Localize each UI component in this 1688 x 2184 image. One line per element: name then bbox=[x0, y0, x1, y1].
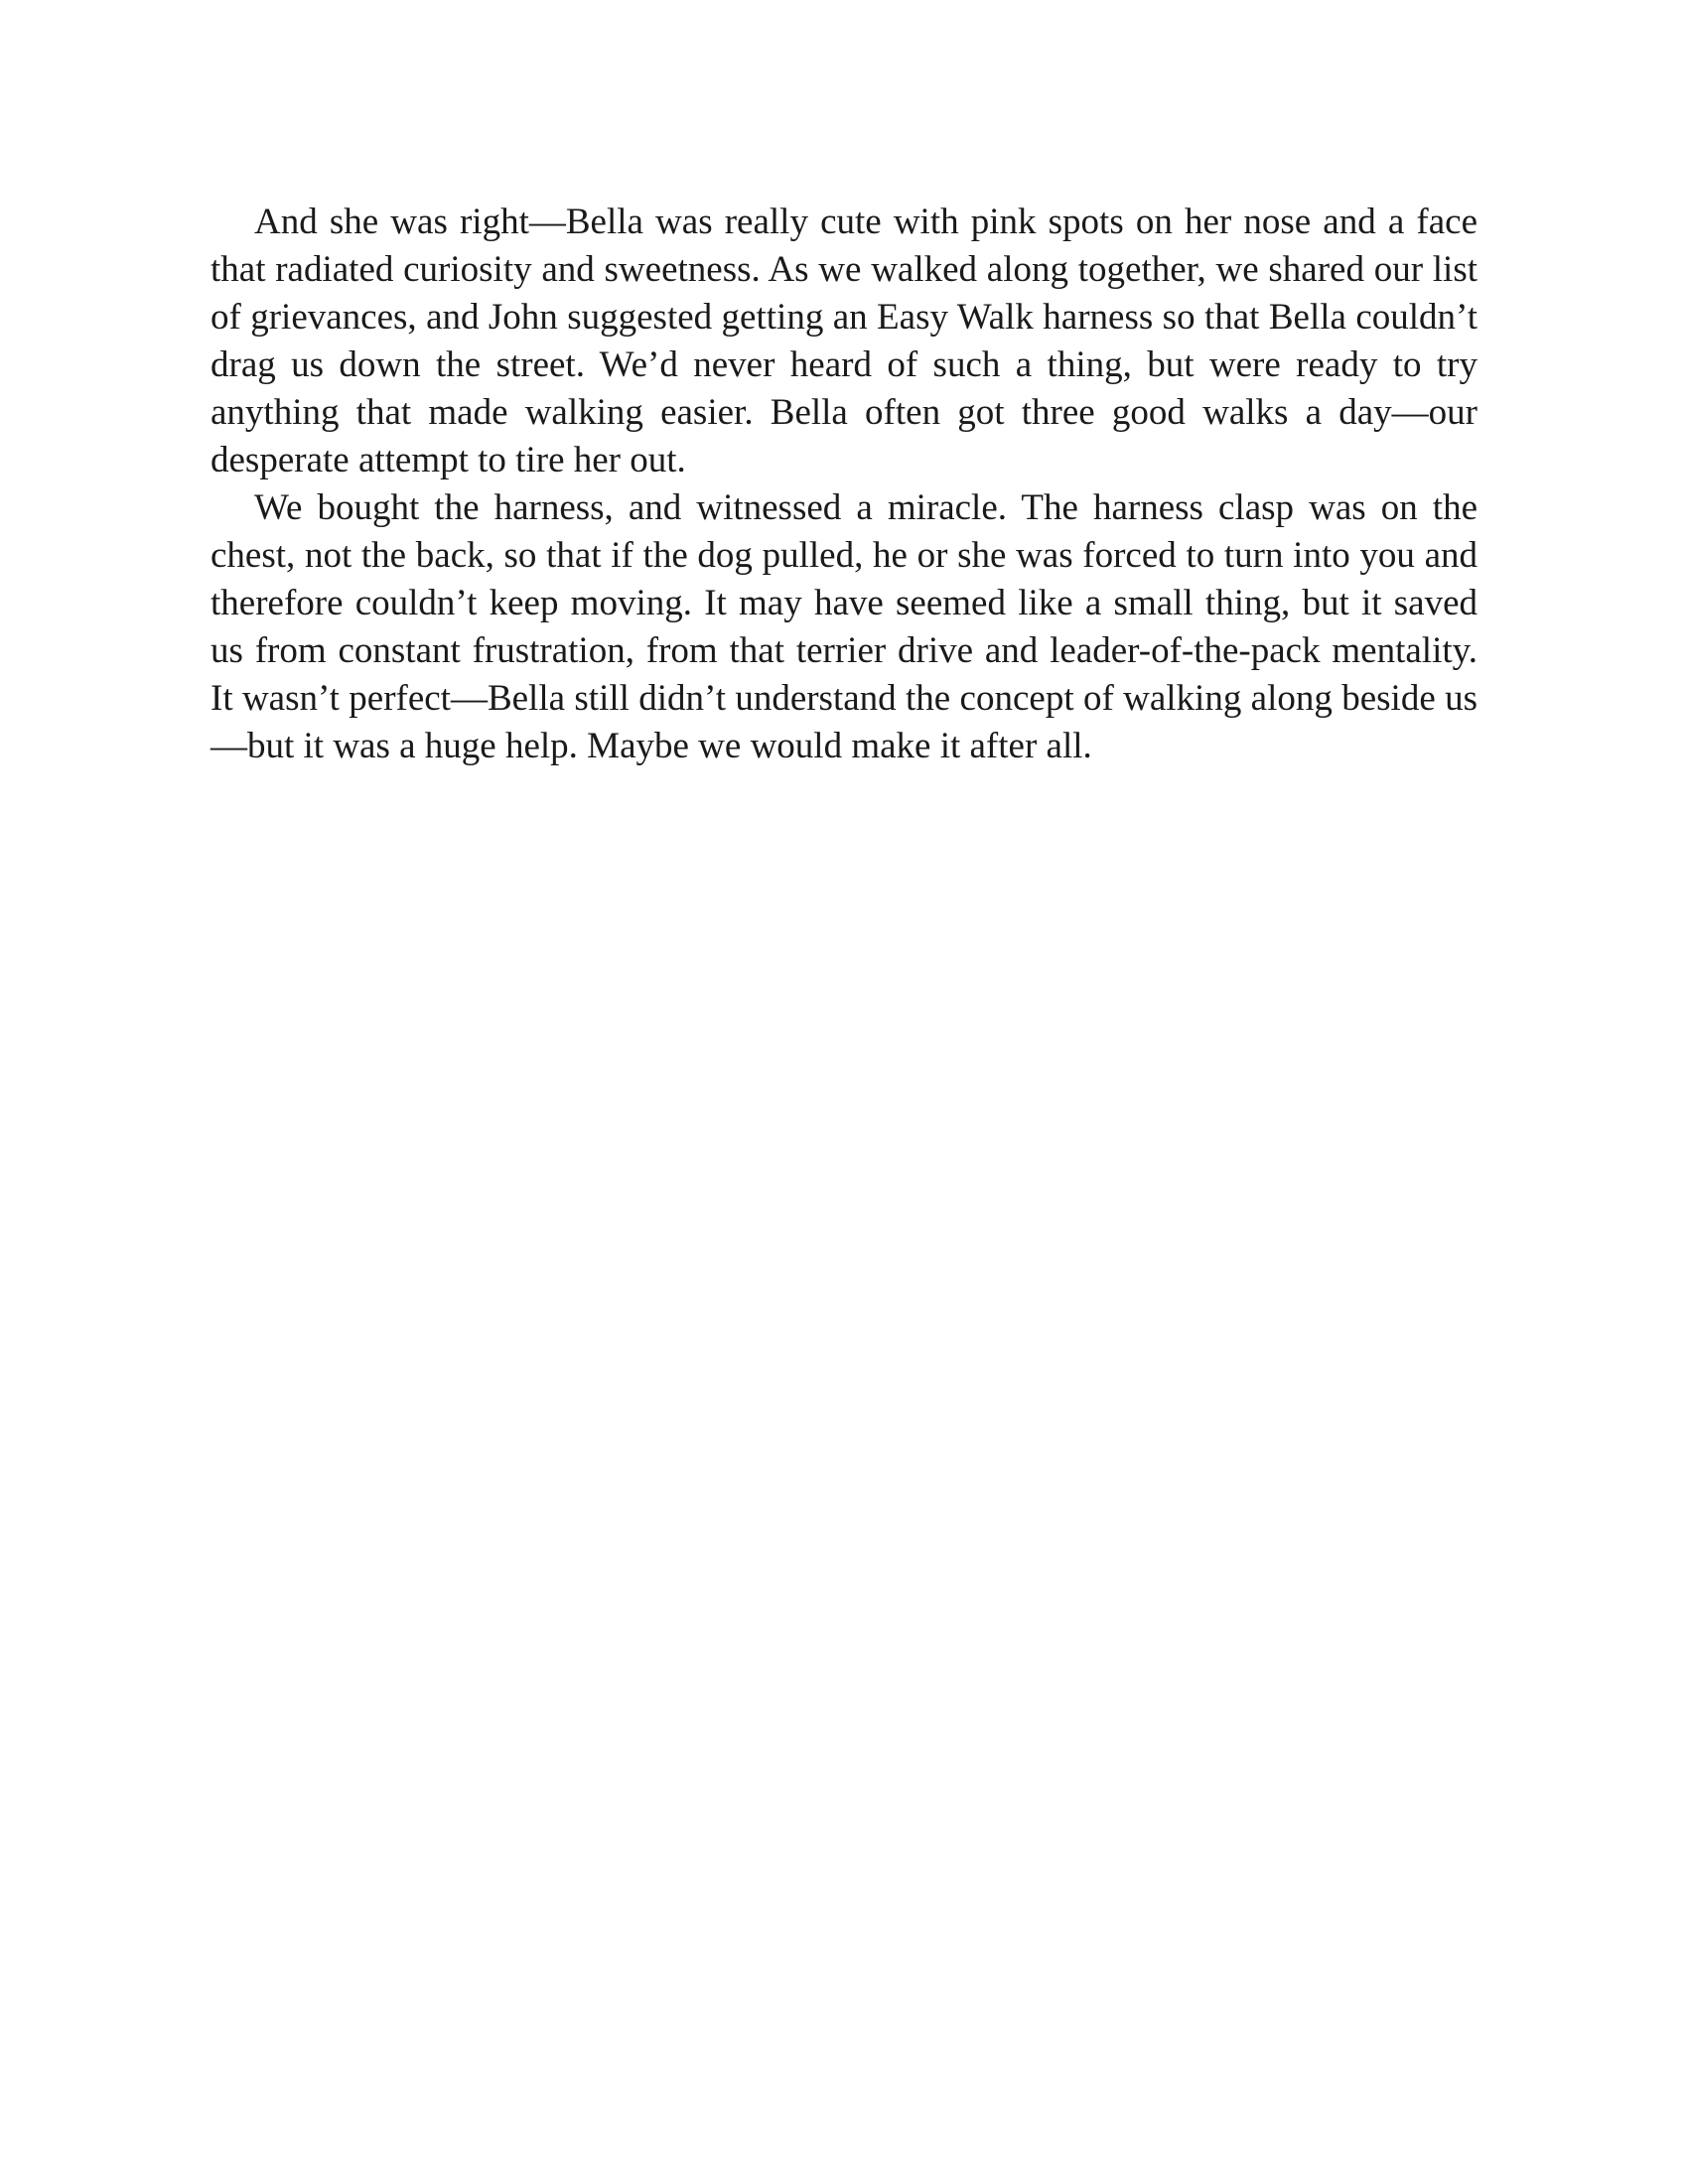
paragraph-2: We bought the harness, and witnessed a miracle. The harness clasp was on the chest, not the back, so that if the dog pulled, he or she was forced to turn into you and therefore couldn’t keep moving. It may have seemed like a small thing, but it saved us from constant frustration, from that terrier drive and leader-of-the-pack mentality. It wasn’t perfect—Bella still didn’t understand the concept of walking along beside us—but it was a huge help. Maybe we would make it after all. bbox=[211, 487, 1477, 766]
body-text bbox=[211, 199, 1477, 770]
paragraph-1: And she was right—Bella was really cute with pink spots on her nose and a face that radiated curiosity and sweetness. As we walked along together, we shared our list of grievances, and John suggested getting an Easy Walk harness so that Bella couldn’t drag us down the street. We’d never heard of such a thing, but were ready to try anything that made walking easier. Bella often got three good walks a day—our desperate attempt to tire her out. bbox=[211, 202, 1477, 480]
